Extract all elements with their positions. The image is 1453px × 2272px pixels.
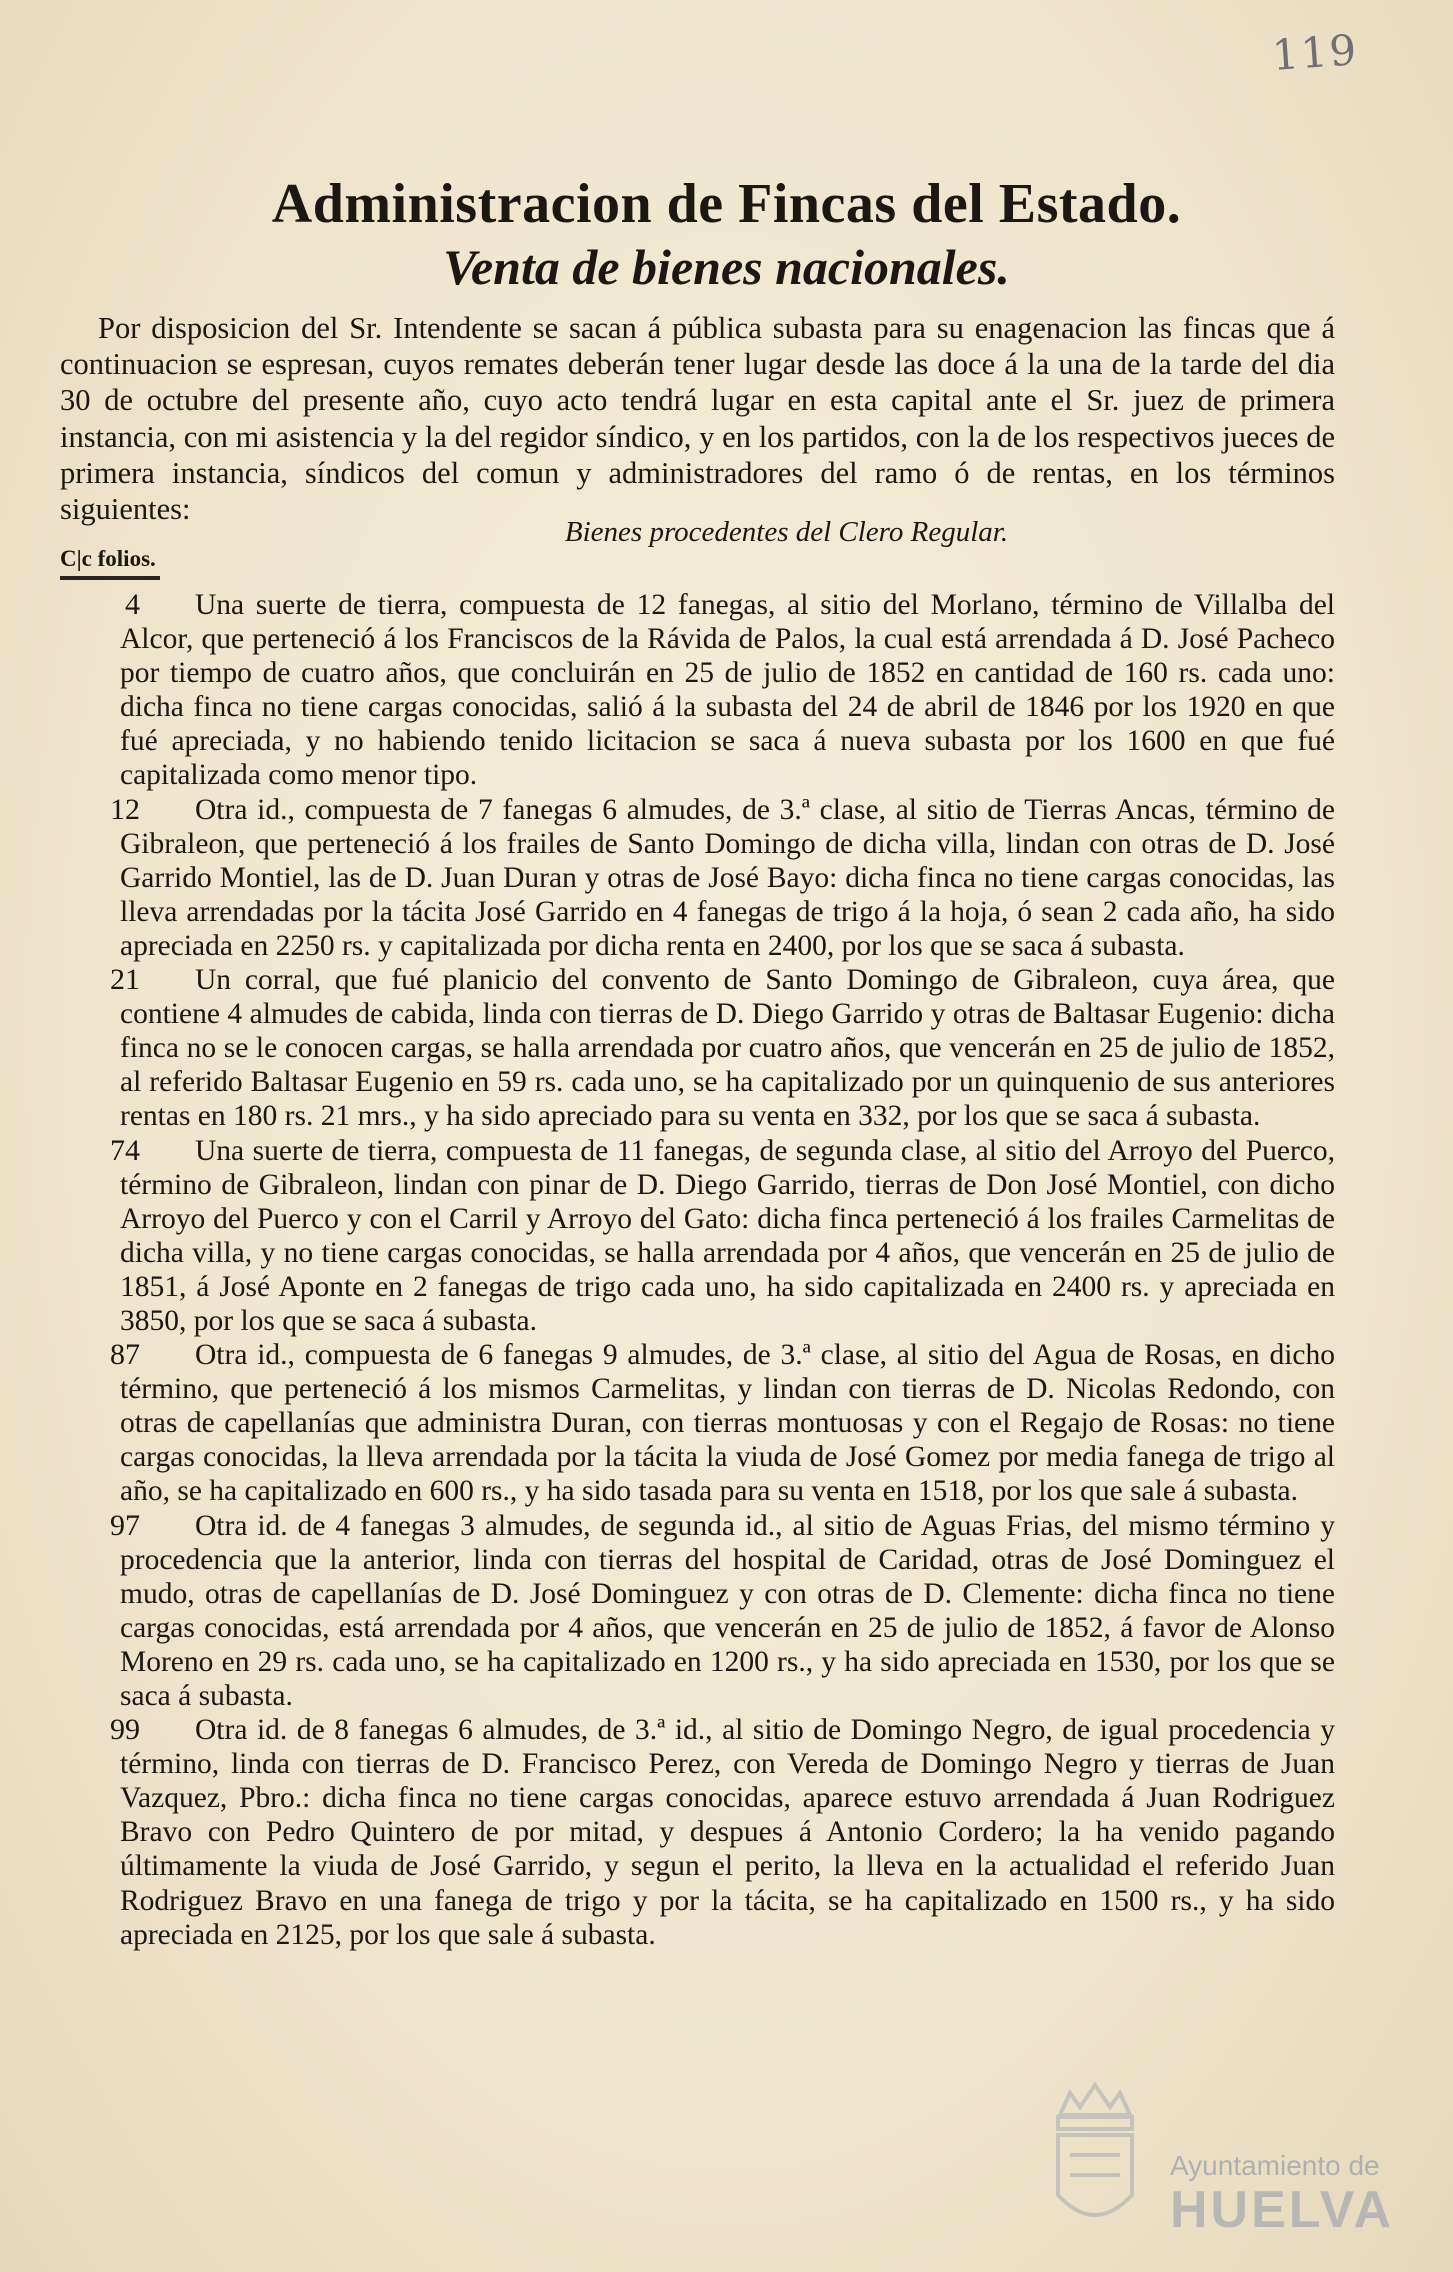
- entry-text: Otra id., compuesta de 7 fanegas 6 almudes, de 3.ª clase, al sitio de Tierras Ancas, término de Gibraleon, que perteneció á los frailes de Santo Domingo de dicha villa, lindan con otras de D. José Garrido Montiel, las de D. Juan Duran y otras de José Bayo: dicha finca no tiene cargas conocidas, las lleva arrendadas por la tácita José Garrido en 4 fanegas de trigo á la hoja, ó sean 2 cada año, ha sido apreciada en 2250 rs. y capitalizada por dicha renta en 2400, por los que se saca á subasta.: [120, 793, 1335, 962]
- entry-text: Una suerte de tierra, compuesta de 11 fanegas, de segunda clase, al sitio del Arroyo del Puerco, término de Gibraleon, lindan con pinar de D. Diego Garrido, tierras de Don José Montiel, con dicho Arroyo del Puerco y con el Carril y Arroyo del Gato: dicha finca perteneció á los frailes Carmelitas de dicha villa, y no tiene cargas conocidas, se halla arrendada por 4 años, que vencerán en 25 de julio de 1851, á José Aponte en 2 fanegas de trigo cada uno, ha sido capitalizada en 2400 rs. y apreciada en 3850, por los que se saca á subasta.: [120, 1134, 1335, 1337]
- entry-folio: 74: [110, 1133, 140, 1167]
- entry-text: Otra id., compuesta de 6 fanegas 9 almudes, de 3.ª clase, al sitio del Agua de Rosas, en dicho término, que perteneció á los mismos Carmelitas, y lindan con tierras de D. Nicolas Redondo, con otras de capellanías que administra Duran, con tierras montuosas y con el Regajo de Rosas: no tiene cargas conocidas, la lleva arrendada por la tácita la viuda de José Gomez por media fanega de trigo al año, se ha capitalizado en 600 rs., y ha sido tasada para su venta en 1518, por los que sale á subasta.: [120, 1339, 1335, 1508]
- document-subtitle: Venta de bienes nacionales.: [443, 239, 1010, 295]
- list-item: [60, 963, 1335, 1133]
- entry-folio: 97: [110, 1508, 140, 1542]
- intro-paragraph: Por disposicion del Sr. Intendente se sacan á pública subasta para su enagenacion las fincas que á continuacion se espresan, cuyos remates deberán tener lugar desde las doce á la una de la tarde del dia 30 de octubre del presente año, cuyo acto tendrá lugar en esta capital ante el Sr. juez de primera instancia, con mi asistencia y la del regidor síndico, y en los partidos, con la de los respectivos jueces de primera instancia, síndicos del comun y administradores del ramo ó de rentas, en los términos siguientes:: [60, 311, 1335, 527]
- list-item: [60, 1509, 1335, 1714]
- folio-number: 119: [1270, 25, 1360, 80]
- folios-column-header: C|c folios.: [60, 546, 156, 571]
- entry-text: Otra id. de 8 fanegas 6 almudes, de 3.ª id., al sitio de Domingo Negro, de igual procedencia y término, linda con tierras de D. Francisco Perez, con Vereda de Domingo Negro y tierras de Juan Vazquez, Pbro.: dicha finca no tiene cargas conocidas, aparece estuvo arrendada á Juan Rodriguez Bravo con Pedro Quintero de por mitad, y despues á Antonio Cordero; la ha venido pagando últimamente la viuda de José Garrido, y segun el perito, la lleva en la actualidad el referido Juan Rodriguez Bravo en una fanega de trigo y por la tácita, se ha capitalizado en 1500 rs., y ha sido apreciada en 2125, por los que sale á subasta.: [120, 1714, 1335, 1951]
- list-item: [60, 1338, 1335, 1508]
- folios-header-rule: [60, 576, 160, 580]
- entry-text: Otra id. de 4 fanegas 3 almudes, de segunda id., al sitio de Aguas Frias, del mismo término y procedencia que la anterior, linda con tierras del hospital de Caridad, otras de José Dominguez el mudo, otras de capellanías de D. José Dominguez y con otras de D. Clemente: dicha finca no tiene cargas conocidas, está arrendada por 4 años, que vencerán en 25 de julio de 1852, á favor de Alonso Moreno en 29 rs. cada uno, se ha capitalizado en 1200 rs., y ha sido apreciada en 1530, por los que se saca á subasta.: [120, 1509, 1335, 1712]
- entry-folio: 12: [110, 792, 140, 826]
- entries-list: [60, 588, 1335, 1952]
- entry-folio: 21: [110, 963, 140, 997]
- entry-folio: 4: [125, 588, 140, 621]
- watermark-line1: Ayuntamiento de: [1170, 2150, 1380, 2181]
- list-item: [60, 1134, 1335, 1339]
- city-crest-icon: [1040, 2075, 1150, 2245]
- entry-text: Un corral, que fué planicio del convento de Santo Domingo de Gibraleon, cuya área, que contiene 4 almudes de cabida, linda con tierras de D. Diego Garrido y otras de Baltasar Eugenio: dicha finca no se le conocen cargas, se halla arrendada por cuatro años, que vencerán en 25 de julio de 1852, al referido Baltasar Eugenio en 59 rs. cada uno, se ha capitalizado por un quinquenio de sus anteriores rentas en 180 rs. 21 mrs., y ha sido apreciado para su venta en 332, por los que se saca á subasta.: [120, 964, 1335, 1133]
- entry-folio: 99: [110, 1713, 140, 1747]
- section-heading: Bienes procedentes del Clero Regular.: [564, 516, 1009, 548]
- list-item: [60, 1713, 1335, 1952]
- watermark-line2: HUELVA: [1170, 2181, 1395, 2239]
- entry-text: Una suerte de tierra, compuesta de 12 fanegas, al sitio del Morlano, término de Villalba del Alcor, que perteneció á los Franciscos de la Rávida de Palos, la cual está arrendada á D. José Pacheco por tiempo de cuatro años, que concluirán en 25 de julio de 1852 en cantidad de 160 rs. cada uno: dicha finca no tiene cargas conocidas, salió á la subasta del 24 de abril de 1846 por los 1920 en que fué apreciada, y no habiendo tenido licitacion se saca á nueva subasta por los 1600 en que fué capitalizada como menor tipo.: [120, 589, 1335, 792]
- list-item: [60, 588, 1335, 793]
- list-item: [60, 793, 1335, 963]
- entry-folio: 87: [110, 1338, 140, 1372]
- document-title: Administracion de Fincas del Estado.: [271, 173, 1182, 235]
